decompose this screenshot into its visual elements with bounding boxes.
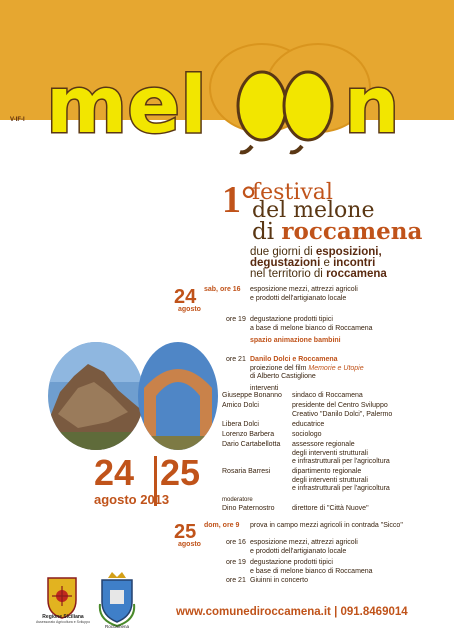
- day1-time3: ore 21: [226, 356, 246, 363]
- melcon-logo: [40, 36, 450, 166]
- moderator-row: Dino Paternostro direttore di "Città Nuove": [222, 504, 369, 512]
- speaker-row: Libera Dolci educatrice: [222, 420, 325, 428]
- day2-time2: ore 16: [226, 539, 246, 546]
- day2-month: agosto: [178, 541, 201, 548]
- regione-sublabel: Assessorato Agricoltura e Sviluppo: [35, 620, 91, 624]
- regione-label: Regione Siciliana: [42, 614, 84, 620]
- big-date-month: agosto 2013: [94, 492, 170, 507]
- big-date-24: 24: [94, 452, 135, 493]
- speaker-row: e infrastrutturali per l'agricoltura: [292, 484, 390, 492]
- speaker-row: Dario Cartabellotta assessore regionale: [222, 441, 355, 449]
- big-dates: [94, 452, 224, 508]
- day2-date: 25: [174, 521, 197, 543]
- speaker-row: Creativo "Danilo Dolci", Palermo: [292, 410, 393, 418]
- day2-event3: degustazione prodotti tipici e base di melone bianco di Roccamena: [250, 559, 373, 575]
- speaker-row: Amico Dolci presidente del Centro Sviluppo: [222, 402, 388, 410]
- speaker-row: degli interventi strutturali: [292, 476, 368, 484]
- phone-number: 091.8469014: [340, 606, 408, 618]
- title-ordinal: 1°: [222, 179, 257, 221]
- day1-event1: esposizione mezzi, attrezzi agricoli e prodotti dell'artigianato locale: [250, 286, 358, 302]
- logo-text-n: n: [344, 61, 400, 151]
- speaker-row: e infrastrutturali per l'agricoltura: [292, 458, 390, 466]
- photo-roccamena: [48, 342, 218, 450]
- speaker-row: Lorenzo Barbera sociologo: [222, 431, 322, 439]
- edge-tag: V-IF-I: [10, 117, 25, 123]
- title-line2: del melone: [252, 198, 375, 223]
- title-line3: di roccamena: [252, 218, 423, 245]
- day2-time3: ore 19: [226, 559, 246, 566]
- roccamena-label: Roccamena: [104, 624, 129, 629]
- tagline: due giorni di esposizioni, degustazioni e incontri nel territorio di roccamena: [250, 246, 387, 280]
- speaker-row: Rosaria Barresi dipartimento regionale: [222, 468, 362, 476]
- logo-text-mel: mel: [46, 61, 207, 151]
- speakers-list: [222, 392, 452, 513]
- day2-event4: Giuinni in concerto: [250, 577, 308, 584]
- day1-month: agosto: [178, 306, 201, 313]
- speaker-row: degli interventi strutturali: [292, 449, 368, 457]
- footer-contact: www.comunediroccamena.it | 091.8469014: [176, 606, 408, 618]
- day1-date: 24: [174, 286, 197, 308]
- website-link[interactable]: www.comunediroccamena.it: [176, 606, 331, 618]
- comune-roccamena-emblem-icon: [96, 570, 138, 630]
- day1-header: sab, ore 16: [204, 286, 241, 293]
- day1-event2: degustazione prodotti tipici a base di melone bianco di Roccamena spazio animazione bambini: [250, 316, 373, 344]
- day1-event3: Danilo Dolci e Roccamena proiezione del film Memorie e Utopie di Alberto Castiglione interventi: [250, 356, 364, 392]
- day2-time4: ore 21: [226, 577, 246, 584]
- day2-event2: esposizione mezzi, attrezzi agricoli e prodotti dell'artigianato locale: [250, 539, 358, 555]
- big-date-25: 25: [160, 452, 201, 493]
- moderator-label: moderatore: [222, 497, 253, 504]
- speaker-row: Giuseppe Bonanno sindaco di Roccamena: [222, 392, 363, 399]
- day1-time2: ore 19: [226, 316, 246, 323]
- day2-header: dom, ore 9: [204, 522, 240, 529]
- title-line1: festival: [252, 180, 333, 205]
- day2-event1: prova in campo mezzi agricoli in contrada "Sicco": [250, 522, 403, 529]
